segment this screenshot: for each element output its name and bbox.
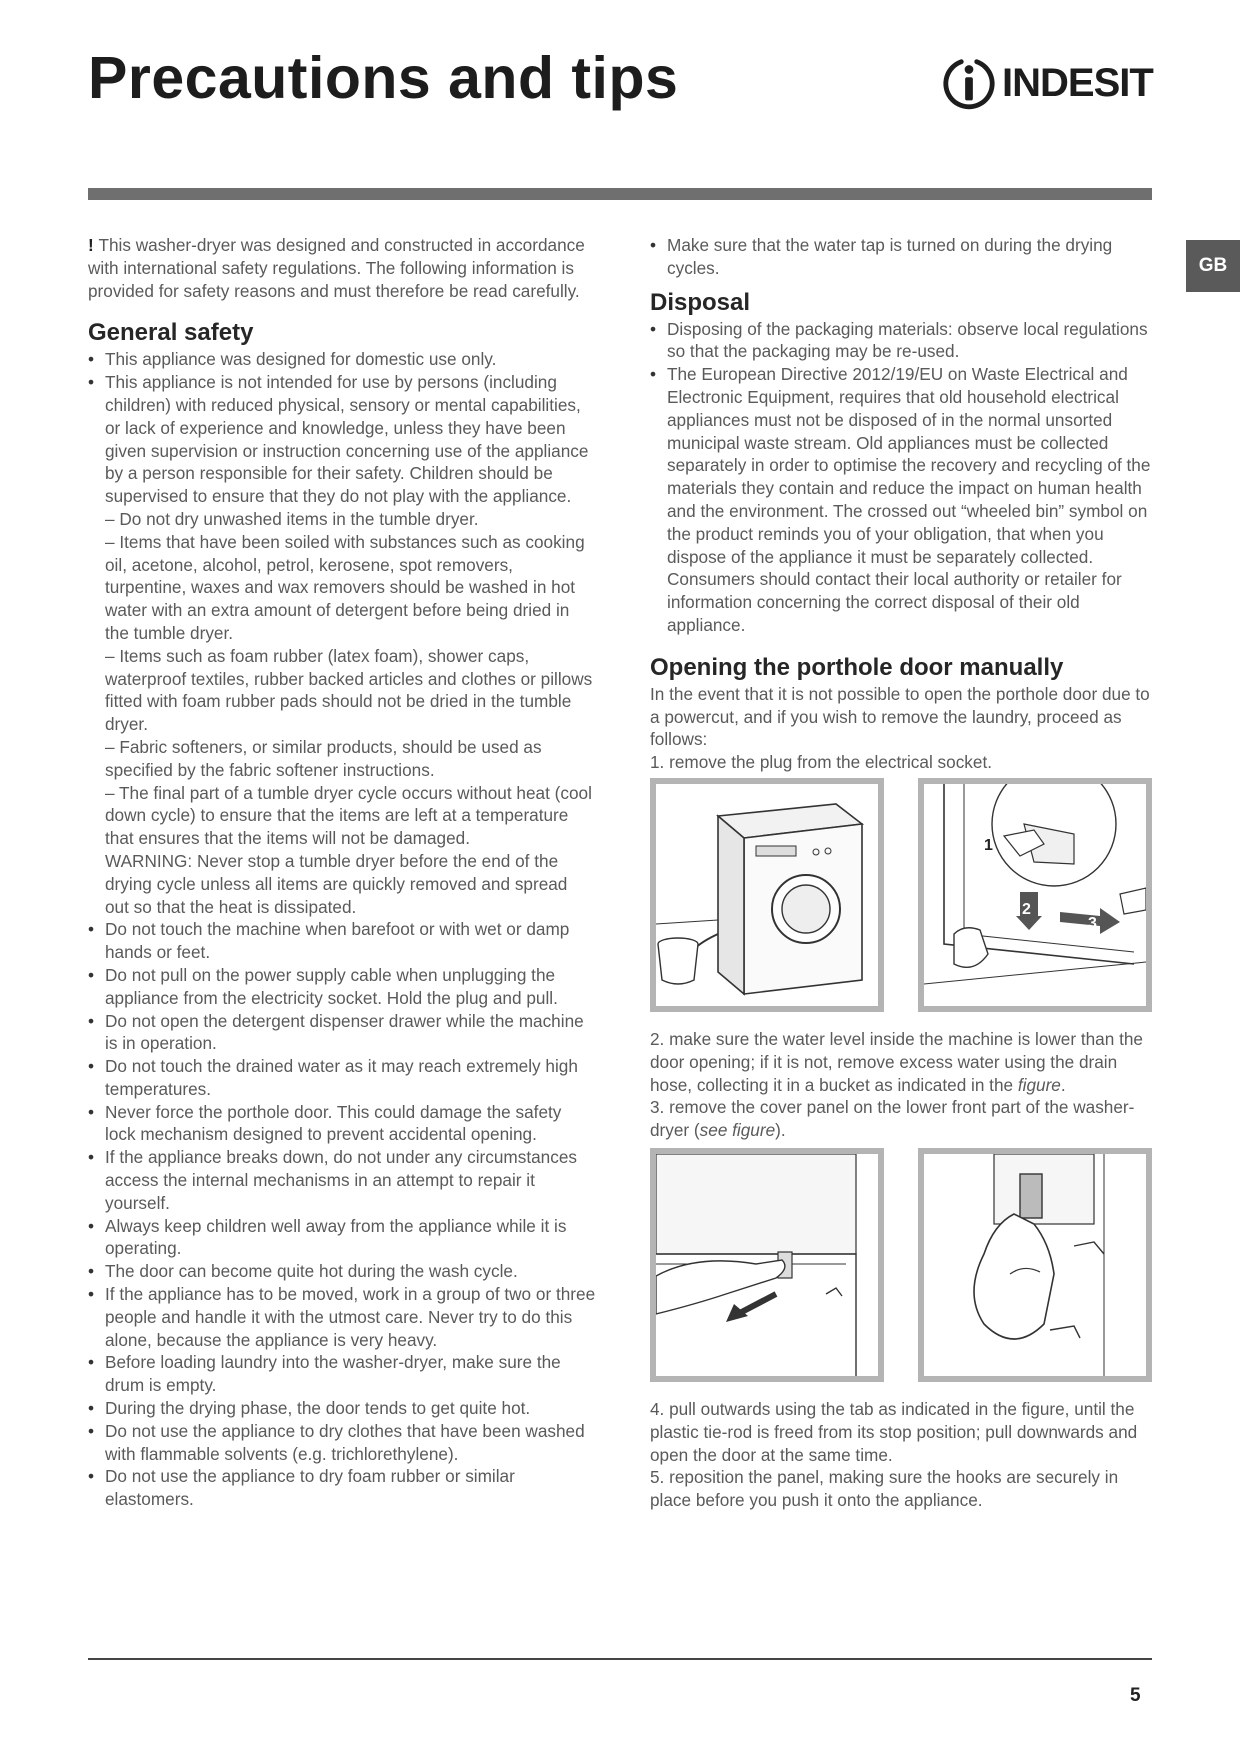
list-item-dash: – Do not dry unwashed items in the tumble dryer. [105,508,479,529]
step-2-figure-ref: figure [1017,1074,1061,1095]
list-item [88,371,596,918]
tap-list [650,234,1152,280]
step-3-end: ). [775,1120,786,1141]
intro-paragraph [88,234,596,302]
porthole-intro: In the event that it is not possible to open the porthole door due to a powercut, and if you wish to remove the laundry, proceed as follows: [650,683,1150,750]
right-column [650,234,1152,1512]
washing-machine-drain-illustration [656,784,878,1006]
disposal-list [650,318,1152,637]
step-3 [650,1096,1152,1142]
step-2 [650,1028,1152,1096]
page-number: 5 [1130,1685,1141,1706]
intro-text: This washer-dryer was designed and constructed in accordance with international safety regulations. The following information is provided for safety reasons and must therefore be read carefully. [88,235,585,301]
list-item-text: • This appliance is not intended for use by persons (including children) with reduced physical, sensory or mental capabilities, or lack of experience and knowledge, unless they have been given supervision or instruction concerning use of the appliance by a person responsible for their safety. Children should be supervised to ensure that they do not play with the appliance. [105,372,589,507]
figure-step-label-2: 2 [1022,900,1031,918]
list-item: • If the appliance has to be moved, work in a group of two or three people and handle it with the utmost care. Never try to do this alone, because the appliance is very heavy. [88,1283,596,1351]
list-item-text: • The European Directive 2012/19/EU on Waste Electrical and Electronic Equipment, requires that old household electrical appliances must not be disposed of in the normal unsorted municipal waste stream. Old appliances must be collected separately in order to optimise the recovery and recycling of the materials they contain and reduce the impact on human health and the environment. The crossed out “wheeled bin” symbol on the product reminds you of your obligation, that when you dispose of the appliance it must be separately collected. [667,364,1151,567]
exclamation-icon: ! [88,235,99,255]
figure-row-1 [650,778,1152,1012]
figure-drain-hose [650,778,884,1012]
list-item-dash: – Items that have been soiled with substances such as cooking oil, acetone, alcohol, petrol, kerosene, spot removers, turpentine, waxes and wax removers should be washed in hot water with an extra amount of detergent before being dried in the tumble dryer. [105,531,585,643]
list-item: • Before loading laundry into the washer-dryer, make sure the drum is empty. [88,1351,596,1397]
figure-step-label-3: 3 [1088,914,1097,932]
list-item: • Do not touch the machine when barefoot or with wet or damp hands or feet. [88,918,596,964]
left-column [88,234,596,1511]
disposal-heading: Disposal [650,288,751,316]
step-5: 5. reposition the panel, making sure the hooks are securely in place before you push it onto the appliance. [650,1467,1119,1511]
pull-tab-illustration [656,1154,878,1376]
list-item: • Never force the porthole door. This could damage the safety lock mechanism designed to prevent accidental opening. [88,1101,596,1147]
step-3-text: 3. remove the cover panel on the lower front part of the washer-dryer ( [650,1097,1135,1141]
list-item: • Do not touch the drained water as it may reach extremely high temperatures. [88,1055,596,1101]
figure-row-2 [650,1148,1152,1382]
list-item-dash: – Items such as foam rubber (latex foam), shower caps, waterproof textiles, rubber backed articles and clothes or pillows fitted with foam rubber pads should not be dried in the tumble dryer. [105,645,593,735]
list-item: • Do not use the appliance to dry foam rubber or similar elastomers. [88,1465,596,1511]
warning-text: WARNING: Never stop a tumble dryer before the end of the drying cycle unless all items are quickly removed and spread out so that the heat is dissipated. [105,850,568,917]
porthole-heading: Opening the porthole door manually [650,653,1064,681]
list-item: • This appliance was designed for domestic use only. [88,348,596,371]
step-2-end: . [1060,1074,1066,1095]
list-item: • The door can become quite hot during the wash cycle. [88,1260,596,1283]
indesit-logo [940,52,1153,114]
list-item: • Do not use the appliance to dry clothes that have been washed with flammable solvents (e.g. trichlorethylene). [88,1420,596,1466]
list-item: • Always keep children well away from the appliance while it is operating. [88,1215,596,1261]
list-item: • Do not open the detergent dispenser drawer while the machine is in operation. [88,1010,596,1056]
list-item-text: Consumers should contact their local authority or retailer for information concerning the correct disposal of their old appliance. [667,569,1122,635]
step-3-figure-ref: see figure [699,1120,776,1141]
brand-name: INDESIT [1002,60,1153,105]
tab-closeup-illustration [924,1154,1146,1376]
list-item: • If the appliance breaks down, do not under any circumstances access the internal mechanisms in an attempt to repair it yourself. [88,1146,596,1214]
list-item-dash: – The final part of a tumble dryer cycle occurs without heat (cool down cycle) to ensure that the items are left at a temperature that ensures that the items will not be damaged. [105,782,592,849]
general-safety-heading: General safety [88,319,254,347]
list-item: • Disposing of the packaging materials: observe local regulations so that the packaging may be re-used. [650,318,1152,364]
general-safety-list [88,348,596,1511]
step-4: 4. pull outwards using the tab as indicated in the figure, until the plastic tie-rod is freed from its stop position; pull downwards and open the door at the same time. [650,1398,1138,1465]
figure-panel-removal [918,778,1152,1012]
page-title: Precautions and tips [88,45,679,111]
list-item: • During the drying phase, the door tends to get quite hot. [88,1397,596,1420]
list-item [650,363,1152,637]
step-1: 1. remove the plug from the electrical socket. [650,752,992,773]
language-tab: GB [1186,240,1240,292]
panel-removal-illustration [924,784,1146,1006]
figure-step-label-1: 1 [984,836,993,854]
footer-rule [88,1658,1152,1660]
figure-tab-closeup [918,1148,1152,1382]
list-item: • Make sure that the water tap is turned on during the drying cycles. [650,234,1152,280]
step-2-text: 2. make sure the water level inside the machine is lower than the door opening; if it is not, remove excess water using the drain hose, collecting it in a bucket as indicated in the [650,1028,1143,1095]
list-item: • Do not pull on the power supply cable when unplugging the appliance from the electricity socket. Hold the plug and pull. [88,964,596,1010]
figure-pull-tab [650,1148,884,1382]
list-item-dash: – Fabric softeners, or similar products, should be used as specified by the fabric softener instructions. [105,736,542,780]
header-rule [88,188,1152,200]
indesit-logo-icon [940,54,998,112]
